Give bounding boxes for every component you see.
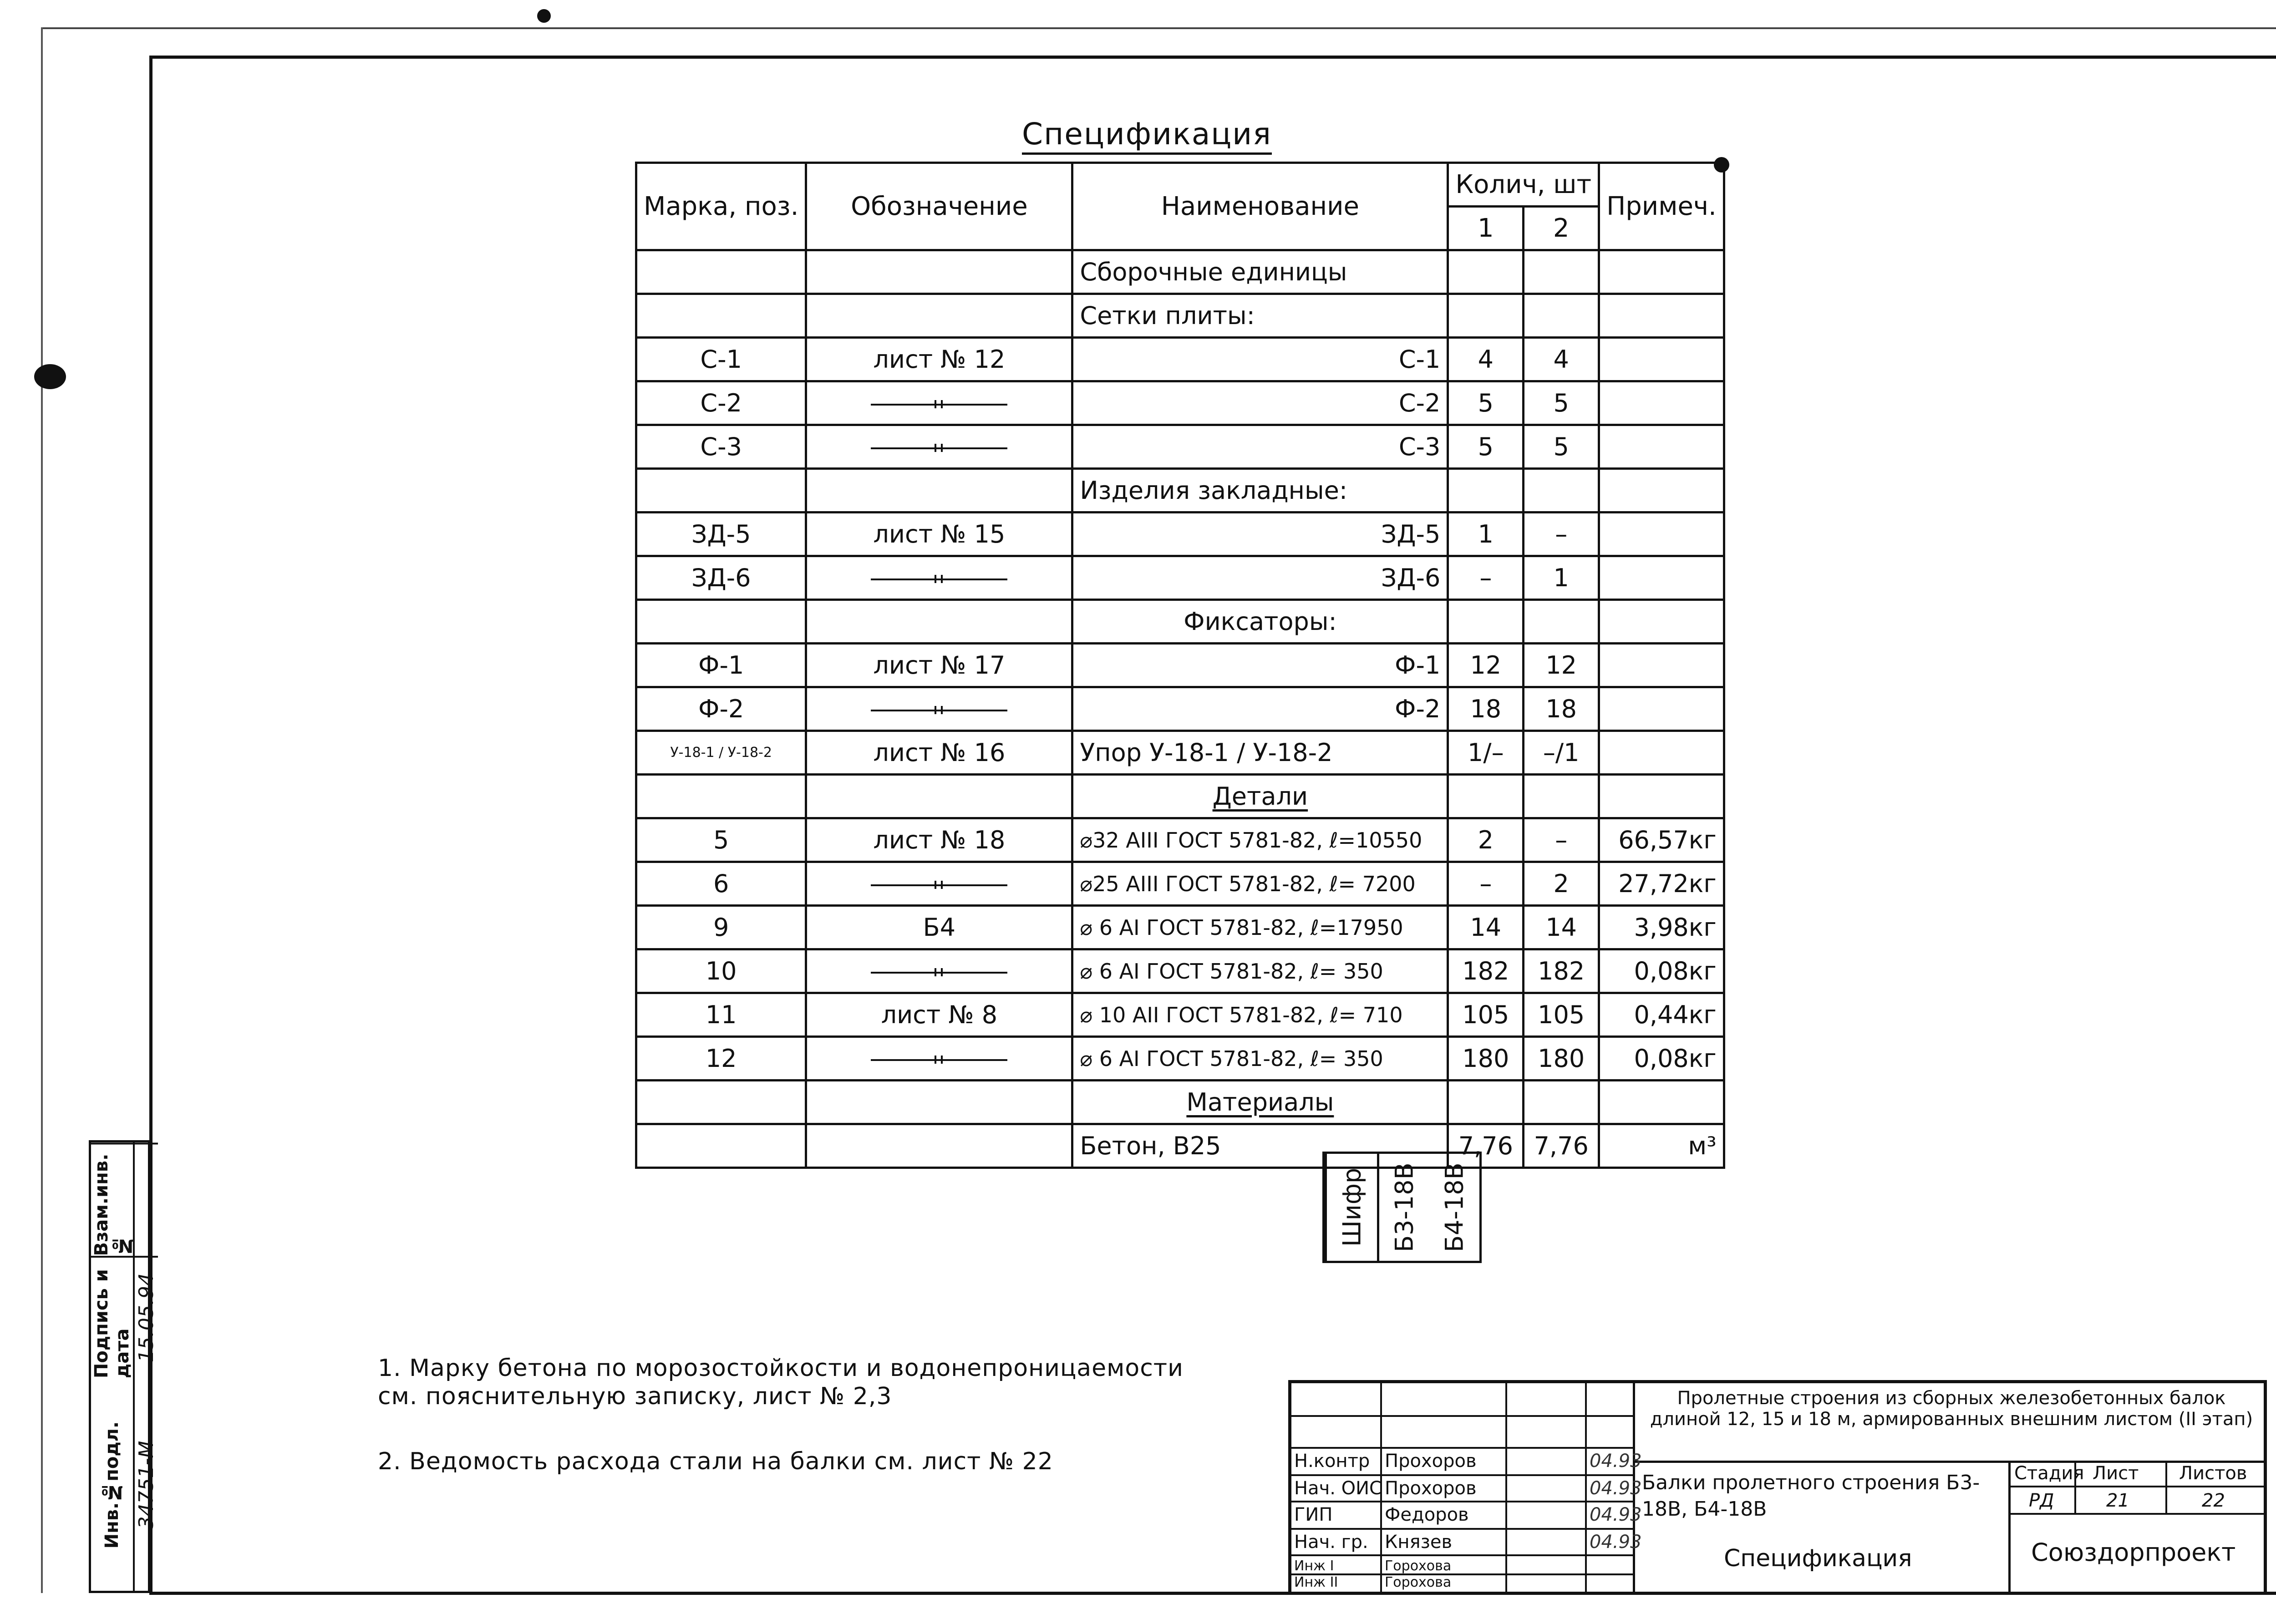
cell-designation-ditto xyxy=(806,556,1072,600)
cell-qty-1: 14 xyxy=(1448,906,1524,949)
cell-designation xyxy=(806,600,1072,644)
table-row xyxy=(636,250,1724,294)
code-label: Шифр xyxy=(1325,1154,1377,1261)
cell-mark: 9 xyxy=(636,906,806,949)
cell-mark xyxy=(636,1124,806,1168)
cell-qty-2 xyxy=(1524,1081,1599,1124)
table-row xyxy=(636,949,1724,993)
table-row xyxy=(636,469,1724,513)
cell-mark: С-3 xyxy=(636,425,806,469)
cell-note: м³ xyxy=(1599,1124,1724,1168)
cell-name: ⌀ 6 АI ГОСТ 5781-82, ℓ= 350 xyxy=(1072,1037,1448,1081)
organization: Союздорпроект xyxy=(2031,1538,2236,1567)
cell-note xyxy=(1599,469,1724,513)
table-row xyxy=(636,381,1724,425)
side-stamp xyxy=(89,1140,158,1593)
ditto-mark xyxy=(871,1059,1007,1061)
top-edge-rule xyxy=(41,27,2276,29)
cell-note xyxy=(1599,644,1724,687)
cell-note xyxy=(1599,294,1724,338)
cell-name: Упор У-18-1 / У-18-2 xyxy=(1072,731,1448,775)
note-1: 1. Марку бетона по морозостойкости и водонепроницаемости см. пояснительную записку, лист № 2,3 xyxy=(378,1355,1184,1410)
sign-date: 04.93 xyxy=(1590,1504,1642,1525)
cell-designation: лист № 8 xyxy=(806,993,1072,1037)
scan-speck xyxy=(34,364,66,389)
cell-note: 3,98кг xyxy=(1599,906,1724,949)
role-label: ГИП xyxy=(1294,1504,1333,1525)
cell-note: 0,08кг xyxy=(1599,1037,1724,1081)
cell-qty-1: 5 xyxy=(1448,381,1524,425)
cell-qty-1: 4 xyxy=(1448,338,1524,381)
table-row xyxy=(636,1037,1724,1081)
cell-qty-2: 18 xyxy=(1524,687,1599,731)
sheets-label: Листов xyxy=(2179,1463,2247,1484)
cell-note xyxy=(1599,600,1724,644)
cell-qty-1: 12 xyxy=(1448,644,1524,687)
stage-value: РД xyxy=(2029,1490,2054,1511)
cell-note: 66,57кг xyxy=(1599,818,1724,862)
left-edge-rule xyxy=(41,27,43,1593)
table-row xyxy=(636,338,1724,381)
cell-note xyxy=(1599,381,1724,425)
cell-designation: лист № 17 xyxy=(806,644,1072,687)
cell-mark: Ф-2 xyxy=(636,687,806,731)
section-title: Материалы xyxy=(1072,1081,1448,1124)
scan-speck xyxy=(1714,157,1729,173)
person-name: Горохова xyxy=(1385,1574,1452,1590)
person-name: Прохоров xyxy=(1385,1478,1477,1499)
cell-qty-1 xyxy=(1448,469,1524,513)
cell-qty-1: 7,76 xyxy=(1448,1124,1524,1168)
note-2: 2. Ведомость расхода стали на балки см. лист № 22 xyxy=(378,1448,1053,1475)
table-row xyxy=(636,425,1724,469)
cell-designation xyxy=(806,294,1072,338)
ditto-mark xyxy=(871,884,1007,886)
cell-name: С-1 xyxy=(1072,338,1448,381)
inv-value: 34751-М xyxy=(135,1440,158,1529)
table-row xyxy=(636,1081,1724,1124)
cell-qty-2 xyxy=(1524,775,1599,818)
cell-qty-1: 182 xyxy=(1448,949,1524,993)
stage-label: Стадия xyxy=(2014,1463,2084,1484)
cell-qty-2: 2 xyxy=(1524,862,1599,906)
cell-mark: С-2 xyxy=(636,381,806,425)
role-label: Нач. гр. xyxy=(1294,1532,1368,1553)
doc-name: Спецификация xyxy=(1724,1545,1912,1572)
cell-qty-2: 105 xyxy=(1524,993,1599,1037)
table-row xyxy=(636,775,1724,818)
code-2: Б4-18В xyxy=(1440,1162,1469,1252)
cell-mark: 12 xyxy=(636,1037,806,1081)
header-qty-col1: 1 xyxy=(1448,207,1524,250)
cell-designation: лист № 15 xyxy=(806,513,1072,556)
person-name: Прохоров xyxy=(1385,1451,1477,1472)
cell-name: ⌀32 АIII ГОСТ 5781-82, ℓ=10550 xyxy=(1072,818,1448,862)
cell-note xyxy=(1599,250,1724,294)
section-title: Изделия закладные: xyxy=(1072,469,1448,513)
ditto-mark xyxy=(871,579,1007,580)
cell-name: С-2 xyxy=(1072,381,1448,425)
role-label: Н.контр xyxy=(1294,1451,1370,1472)
table-row xyxy=(636,862,1724,906)
cell-qty-1: 18 xyxy=(1448,687,1524,731)
cell-designation-ditto xyxy=(806,1124,1072,1168)
person-name: Горохова xyxy=(1385,1558,1452,1574)
sheet-title: Балки пролетного строения Б3-18В, Б4-18В xyxy=(1642,1471,1980,1521)
cell-note xyxy=(1599,731,1724,775)
cell-note xyxy=(1599,556,1724,600)
role-label: Инж II xyxy=(1294,1574,1338,1590)
code-1: Б3-18В xyxy=(1377,1154,1429,1261)
cell-qty-2: 7,76 xyxy=(1524,1124,1599,1168)
sign-date: 04.93 xyxy=(1590,1451,1642,1472)
cell-name: ⌀ 6 АI ГОСТ 5781-82, ℓ= 350 xyxy=(1072,949,1448,993)
cell-designation-ditto xyxy=(806,862,1072,906)
cell-qty-1: 1 xyxy=(1448,513,1524,556)
table-row xyxy=(636,818,1724,862)
cell-qty-2: 180 xyxy=(1524,1037,1599,1081)
cell-note: 0,44кг xyxy=(1599,993,1724,1037)
section-title: Фиксаторы: xyxy=(1072,600,1448,644)
table-row xyxy=(636,906,1724,949)
swap-label: Взам.инв.№ xyxy=(91,1142,133,1256)
cell-qty-2: –/1 xyxy=(1524,731,1599,775)
sheets-value: 22 xyxy=(2202,1490,2225,1511)
header-qty-col2: 2 xyxy=(1524,207,1599,250)
cell-name: Бетон, В25 xyxy=(1072,1124,1448,1168)
role-label: Инж I xyxy=(1294,1558,1334,1574)
specification-table xyxy=(635,162,1725,1169)
sheet-value: 21 xyxy=(2106,1490,2129,1511)
section-title: Детали xyxy=(1072,775,1448,818)
cell-designation-ditto xyxy=(806,949,1072,993)
table-row xyxy=(636,644,1724,687)
scan-speck xyxy=(537,9,551,23)
section-title: Сборочные единицы xyxy=(1072,250,1448,294)
table-row xyxy=(636,731,1724,775)
cell-qty-1 xyxy=(1448,1081,1524,1124)
cell-designation-ditto xyxy=(806,1037,1072,1081)
cell-qty-1: 1/– xyxy=(1448,731,1524,775)
cell-qty-2: – xyxy=(1524,818,1599,862)
cell-designation xyxy=(806,469,1072,513)
cell-qty-1: 2 xyxy=(1448,818,1524,862)
project-title: Пролетные строения из сборных железобетонных балок длиной 12, 15 и 18 м, армированных внешним листом (II этап) xyxy=(1650,1388,2253,1430)
cell-note xyxy=(1599,338,1724,381)
cell-note xyxy=(1599,775,1724,818)
sign-label: Подпись и дата xyxy=(91,1256,133,1378)
cell-designation: лист № 18 xyxy=(806,818,1072,862)
cell-qty-1: 5 xyxy=(1448,425,1524,469)
cell-mark xyxy=(636,469,806,513)
swap-value xyxy=(135,1142,158,1256)
ditto-mark xyxy=(871,404,1007,406)
cell-qty-1 xyxy=(1448,775,1524,818)
cell-mark: Ф-1 xyxy=(636,644,806,687)
cell-qty-2: 5 xyxy=(1524,381,1599,425)
cell-qty-2: 1 xyxy=(1524,556,1599,600)
cell-designation-ditto xyxy=(806,425,1072,469)
cell-note: 27,72кг xyxy=(1599,862,1724,906)
table-row xyxy=(636,513,1724,556)
role-label: Нач. ОИС xyxy=(1294,1478,1382,1499)
table-row xyxy=(636,294,1724,338)
cell-note: 0,08кг xyxy=(1599,949,1724,993)
title-block xyxy=(1288,1380,2267,1595)
table-row xyxy=(636,600,1724,644)
sign-date: 04.93 xyxy=(1590,1532,1642,1553)
cell-mark: У-18-1 / У-18-2 xyxy=(636,731,806,775)
cell-note xyxy=(1599,425,1724,469)
ditto-mark xyxy=(871,447,1007,449)
cell-mark xyxy=(636,600,806,644)
cell-mark: ЗД-6 xyxy=(636,556,806,600)
cell-mark xyxy=(636,250,806,294)
inv-label: Инв.№подл. xyxy=(102,1421,122,1548)
cell-mark xyxy=(636,294,806,338)
cell-qty-1 xyxy=(1448,294,1524,338)
sign-date: 04.93 xyxy=(1590,1478,1642,1499)
cell-qty-1: 180 xyxy=(1448,1037,1524,1081)
cell-mark: 5 xyxy=(636,818,806,862)
table-row xyxy=(636,1124,1724,1168)
cell-qty-2 xyxy=(1524,294,1599,338)
cell-qty-2: 4 xyxy=(1524,338,1599,381)
header-qty: Колич, шт xyxy=(1448,163,1599,207)
cell-name: ЗД-5 xyxy=(1072,513,1448,556)
cell-name: С-3 xyxy=(1072,425,1448,469)
cell-name: ⌀ 6 АI ГОСТ 5781-82, ℓ=17950 xyxy=(1072,906,1448,949)
cell-note xyxy=(1599,687,1724,731)
cell-designation xyxy=(806,1081,1072,1124)
cell-qty-2 xyxy=(1524,250,1599,294)
cell-mark: 11 xyxy=(636,993,806,1037)
cell-mark: 6 xyxy=(636,862,806,906)
cell-designation-ditto xyxy=(806,687,1072,731)
header-note: Примеч. xyxy=(1599,163,1724,250)
cell-name: ⌀25 АIII ГОСТ 5781-82, ℓ= 7200 xyxy=(1072,862,1448,906)
cell-mark: 10 xyxy=(636,949,806,993)
page-title: Спецификация xyxy=(1022,116,1272,155)
cell-mark: ЗД-5 xyxy=(636,513,806,556)
ditto-mark xyxy=(871,972,1007,974)
cell-qty-1 xyxy=(1448,600,1524,644)
person-name: Князев xyxy=(1385,1532,1453,1553)
cell-mark: С-1 xyxy=(636,338,806,381)
cell-mark xyxy=(636,775,806,818)
cell-note xyxy=(1599,1081,1724,1124)
cell-designation xyxy=(806,775,1072,818)
cell-name: ЗД-6 xyxy=(1072,556,1448,600)
cell-qty-2: 182 xyxy=(1524,949,1599,993)
sheet-label: Лист xyxy=(2093,1463,2139,1484)
header-name: Наименование xyxy=(1072,163,1448,250)
cell-name: ⌀ 10 АII ГОСТ 5781-82, ℓ= 710 xyxy=(1072,993,1448,1037)
header-mark: Марка, поз. xyxy=(636,163,806,250)
ditto-mark xyxy=(871,710,1007,711)
cell-qty-1: – xyxy=(1448,862,1524,906)
person-name: Федоров xyxy=(1385,1504,1469,1525)
header-designation: Обозначение xyxy=(806,163,1072,250)
cell-qty-1: 105 xyxy=(1448,993,1524,1037)
cell-qty-2 xyxy=(1524,469,1599,513)
cell-name: Ф-1 xyxy=(1072,644,1448,687)
cell-qty-2: 14 xyxy=(1524,906,1599,949)
cell-qty-2: 12 xyxy=(1524,644,1599,687)
table-row xyxy=(636,556,1724,600)
table-row xyxy=(636,687,1724,731)
section-title: Сетки плиты: xyxy=(1072,294,1448,338)
cell-note xyxy=(1599,513,1724,556)
cell-qty-2: 5 xyxy=(1524,425,1599,469)
cell-qty-2 xyxy=(1524,600,1599,644)
sign-value: 15.05.94 xyxy=(135,1256,158,1378)
table-row xyxy=(636,993,1724,1037)
cell-name: Ф-2 xyxy=(1072,687,1448,731)
cell-qty-2: – xyxy=(1524,513,1599,556)
cell-designation xyxy=(806,250,1072,294)
cell-qty-1: – xyxy=(1448,556,1524,600)
code-block xyxy=(1322,1152,1482,1263)
cell-designation: лист № 12 xyxy=(806,338,1072,381)
cell-mark xyxy=(636,1081,806,1124)
cell-designation: лист № 16 xyxy=(806,731,1072,775)
cell-designation-ditto xyxy=(806,381,1072,425)
cell-designation: Б4 xyxy=(806,906,1072,949)
cell-qty-1 xyxy=(1448,250,1524,294)
